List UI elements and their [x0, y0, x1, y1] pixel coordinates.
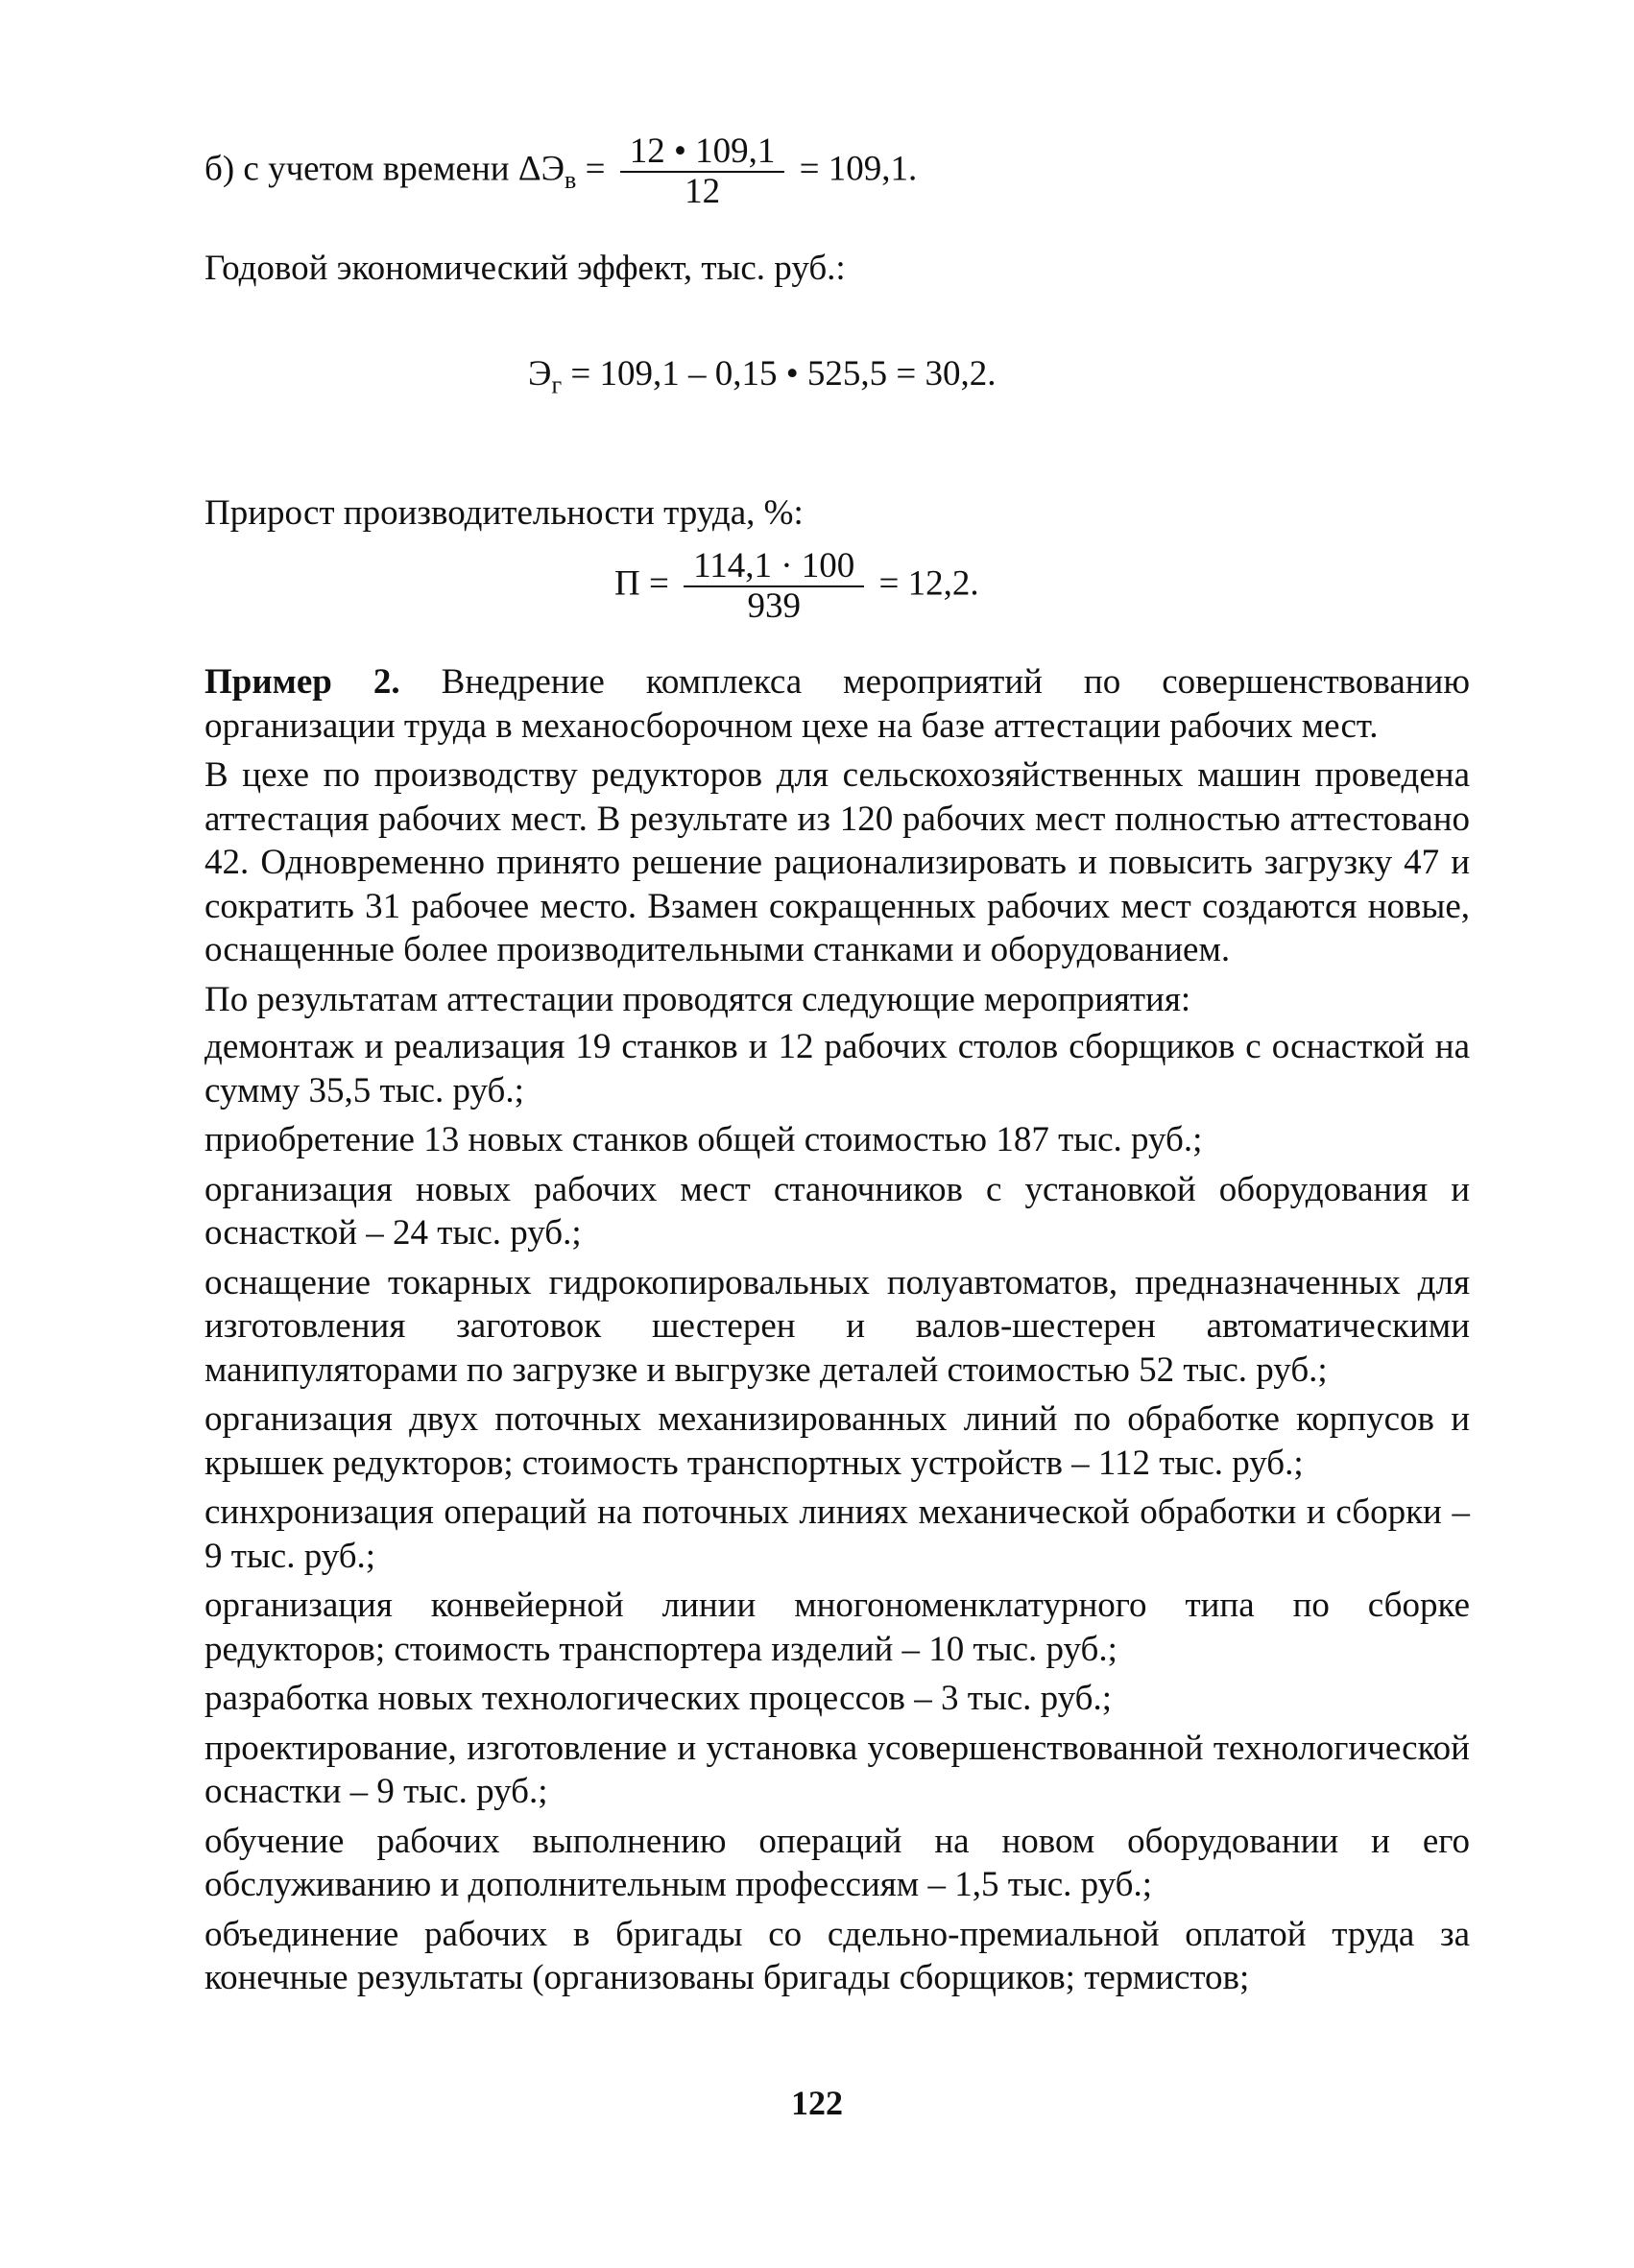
productivity-heading: Прирост производительности труда, %:: [204, 493, 804, 533]
formula-annual-effect: [528, 353, 997, 399]
formula-time-denominator: 12: [685, 172, 721, 211]
main-text: [204, 660, 1470, 2000]
measures-list: [204, 1025, 1470, 2000]
measures-intro: По результатам аттестации проводятся следующие мероприятия:: [204, 979, 1191, 1019]
list-item: организация новых рабочих мест станочников с установкой оборудования и оснасткой – 24 тыс. руб.;: [204, 1169, 1470, 1253]
list-item: объединение рабочих в бригады со сдельно-премиальной оплатой труда за конечные результаты (организованы бригады сборщиков; термистов;: [204, 1914, 1470, 1997]
page-number: 122: [791, 2084, 843, 2122]
list-item: разработка новых технологических процессов – 3 тыс. руб.;: [204, 1679, 1113, 1718]
example-2-label: Пример 2.: [204, 662, 400, 702]
formula-annual-rhs: = 109,1 – 0,15 • 525,5 = 30,2.: [570, 354, 997, 394]
formula-productivity: [614, 547, 979, 626]
list-item: синхронизация операций на поточных линиях механической обработки и сборки – 9 тыс. руб.;: [204, 1492, 1470, 1576]
list-item: обучение рабочих выполнению операций на новом оборудовании и его обслуживанию и дополнительным профессиям – 1,5 тыс. руб.;: [204, 1821, 1470, 1904]
example-2-paragraph: [204, 660, 1470, 748]
formula-time-numerator: 12 • 109,1: [620, 132, 785, 173]
formula-time-result: = 109,1.: [799, 149, 918, 189]
list-item: оснащение токарных гидрокопировальных полуавтоматов, предназначенных для изготовления заготовок шестерен и валов-шестерен автоматическими манипуляторами по загрузке и выгрузке деталей стоимостью 52 тыс. руб.;: [204, 1262, 1470, 1390]
formula-time-prefix-subscript: в: [565, 165, 577, 194]
workshop-paragraph: В цехе по производству редукторов для сельскохозяйственных машин проведена аттестация рабочих мест. В результате из 120 рабочих мест полностью аттестовано 42. Одновременно принято решение рационализировать и повысить загрузку 47 и сократить 31 рабочее место. Взамен сокращенных рабочих мест создаются новые, оснащенные более производительными станками и оборудованием.: [204, 755, 1470, 969]
formula-productivity-lhs: П =: [614, 563, 669, 604]
formula-productivity-numerator: 114,1 · 100: [684, 547, 864, 587]
formula-annual-lhs: Э: [528, 354, 552, 394]
formula-productivity-denominator: 939: [747, 586, 801, 626]
formula-time-fraction: [620, 132, 785, 211]
example-2-title: Внедрение комплекса мероприятий по совершенствованию организации труда в механосборочном цехе на базе аттестации рабочих мест.: [204, 662, 1470, 746]
formula-time-prefix: б) с учетом времени ΔЭ: [204, 149, 565, 189]
formula-time-equals: =: [585, 149, 606, 189]
list-item: приобретение 13 новых станков общей стоимостью 187 тыс. руб.;: [204, 1120, 1203, 1159]
formula-productivity-fraction: [684, 547, 864, 626]
formula-time-effect: [204, 132, 917, 211]
list-item: организация двух поточных механизированных линий по обработке корпусов и крышек редукторов; стоимость транспортных устройств – 112 тыс. руб.;: [204, 1399, 1470, 1483]
list-item: проектирование, изготовление и установка усовершенствованной технологической оснастки – 9 тыс. руб.;: [204, 1728, 1470, 1811]
formula-productivity-result: = 12,2.: [878, 563, 979, 604]
annual-effect-heading: Годовой экономический эффект, тыс. руб.:: [204, 249, 846, 288]
list-item: организация конвейерной линии многономенклатурного типа по сборке редукторов; стоимость транспортера изделий – 10 тыс. руб.;: [204, 1586, 1470, 1669]
formula-annual-lhs-subscript: г: [551, 370, 563, 399]
list-item: демонтаж и реализация 19 станков и 12 рабочих столов сборщиков с оснасткой на сумму 35,5 тыс. руб.;: [204, 1027, 1470, 1110]
